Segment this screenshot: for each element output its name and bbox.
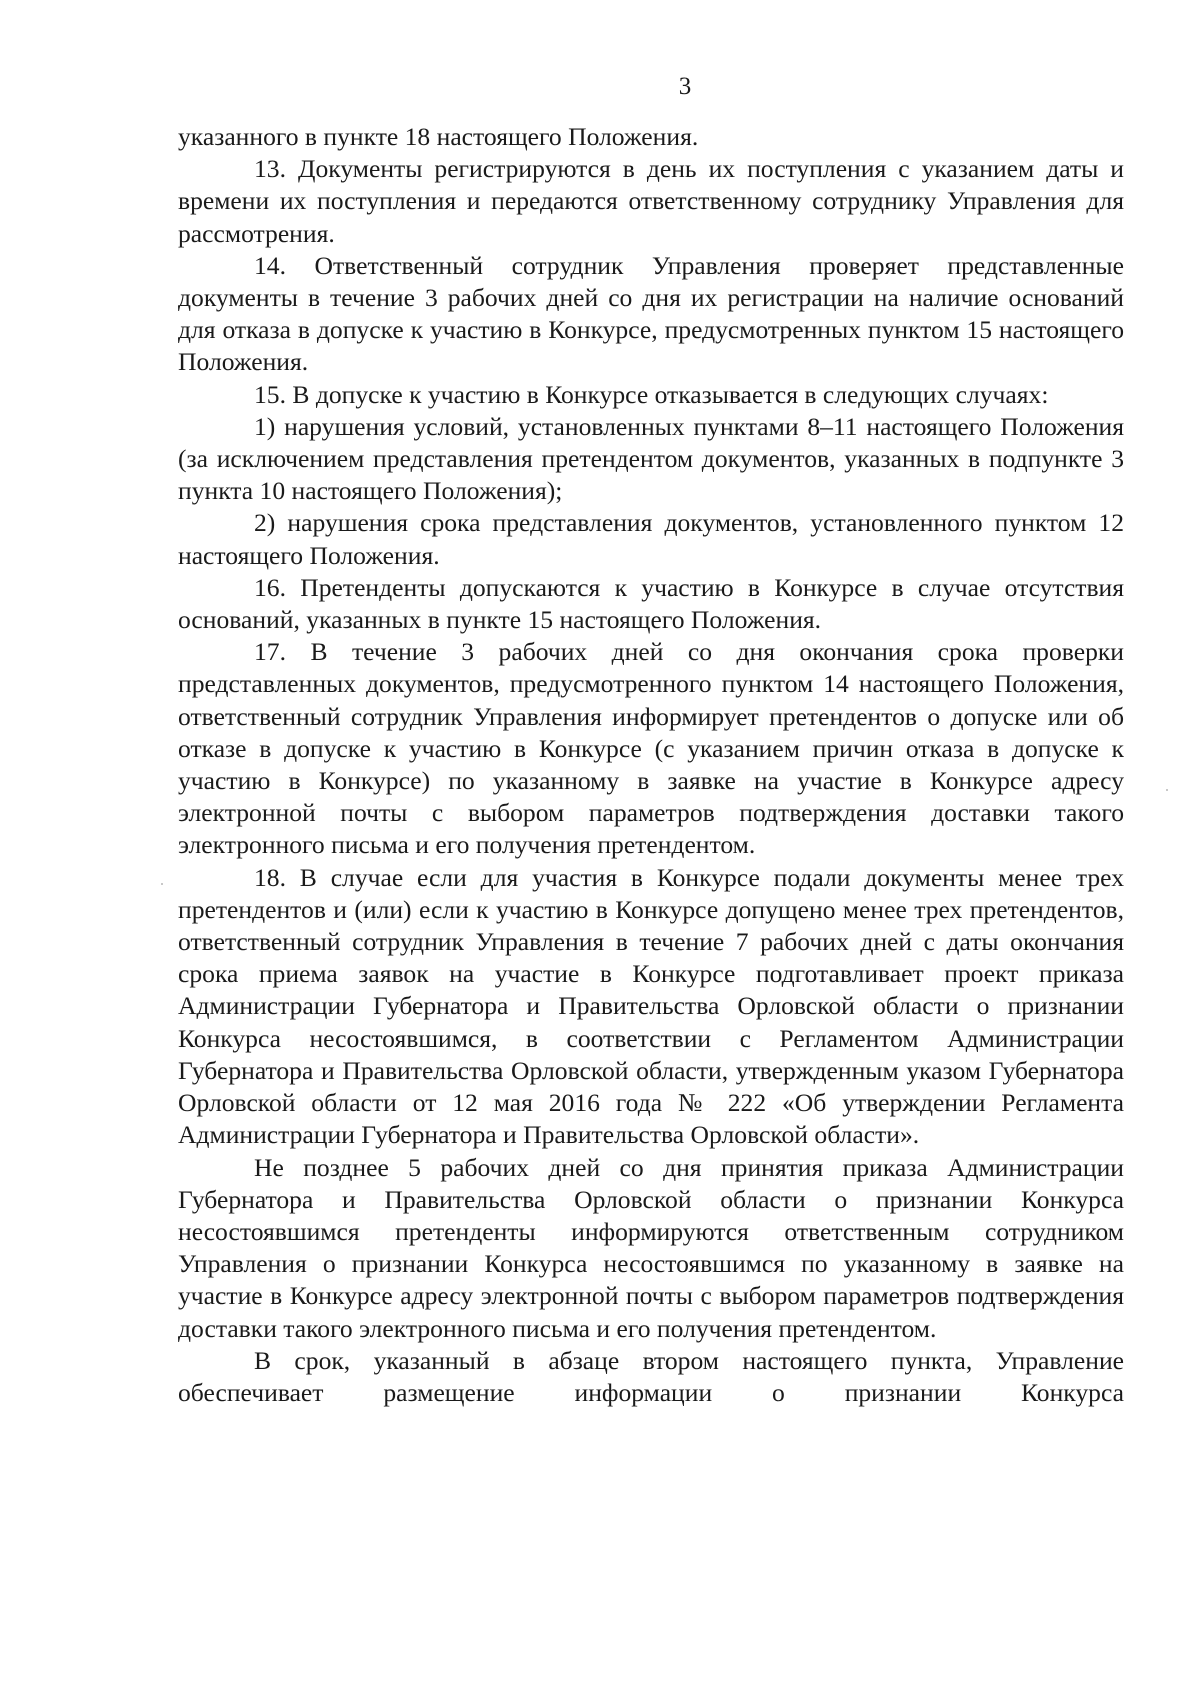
paragraph-item-16: 16. Претенденты допускаются к участию в Конкурсе в случае отсутствия оснований, указанных в пункте 15 настоящего Положения. (178, 572, 1124, 635)
paragraph-subitem-2: 2) нарушения срока представления документов, установленного пунктом 12 настоящего Положения. (178, 508, 1124, 570)
paragraph-item-13: 13. Документы регистрируются в день их поступления с указанием даты и времени их поступления и передаются ответственному сотруднику Управления для рассмотрения. (178, 154, 1124, 248)
paragraph-item-14: 14. Ответственный сотрудник Управления проверяет представленные документы в течение 3 рабочих дней со дня их регистрации на наличие оснований для отказа в допуске к участию в Конкурсе, предусмотренных пунктом 15 настоящего Положения. (178, 250, 1124, 377)
paragraph-subitem-1: 1) нарушения условий, установленных пунктами 8–11 настоящего Положения (за исключением представления претендентом документов, указанных в подпункте 3 пункта 10 настоящего Положения); (178, 411, 1124, 506)
scan-speck (1166, 789, 1168, 791)
page-number: 3 (678, 73, 692, 100)
document-body (178, 121, 1124, 1409)
paragraph-continuation: указанного в пункте 18 настоящего Положения. (178, 122, 699, 151)
paragraph-item-18-part-2: Не позднее 5 рабочих дней со дня принятия приказа Администрации Губернатора и Правительства Орловской области о признании Конкурса несостоявшимся претенденты информируются ответственным сотрудником Управления о признании Конкурса несостоявшимся по указанному в заявке на участие в Конкурсе адресу электронной почты с выбором параметров подтверждения доставки такого электронного письма и его получения претендентом. (178, 1152, 1124, 1343)
scan-speck (161, 883, 163, 885)
paragraph-item-18: 18. В случае если для участия в Конкурсе подали документы менее трех претендентов и (или) если к участию в Конкурсе допущено менее трех претендентов, ответственный сотрудник Управления в течение 7 рабочих дней с даты окончания срока приема заявок на участие в Конкурсе подготавливает проект приказа Администрации Губернатора и Правительства Орловской области о признании Конкурса несостоявшимся, в соответствии с Регламентом Администрации Губернатора и Правительства Орловской области, утвержденным указом Губернатора Орловской области от 12 мая 2016 года № 222 «Об утверждении Регламента Администрации Губернатора и Правительства Орловской области». (178, 862, 1124, 1150)
paragraph-item-18-part-3: В срок, указанный в абзаце втором настоящего пункта, Управление обеспечивает размещение информации о признании Конкурса (178, 1345, 1124, 1407)
paragraph-item-17: 17. В течение 3 рабочих дней со дня окончания срока проверки представленных документов, предусмотренного пунктом 14 настоящего Положения, ответственный сотрудник Управления информирует претендентов о допуске или об отказе в допуске к участию в Конкурсе (с указанием причин отказа в допуске к участию в Конкурсе) по указанному в заявке на участие в Конкурсе адресу электронной почты с выбором параметров подтверждения доставки такого электронного письма и его получения претендентом. (178, 637, 1124, 860)
paragraph-item-15: 15. В допуске к участию в Конкурсе отказывается в следующих случаях: (254, 379, 1049, 409)
